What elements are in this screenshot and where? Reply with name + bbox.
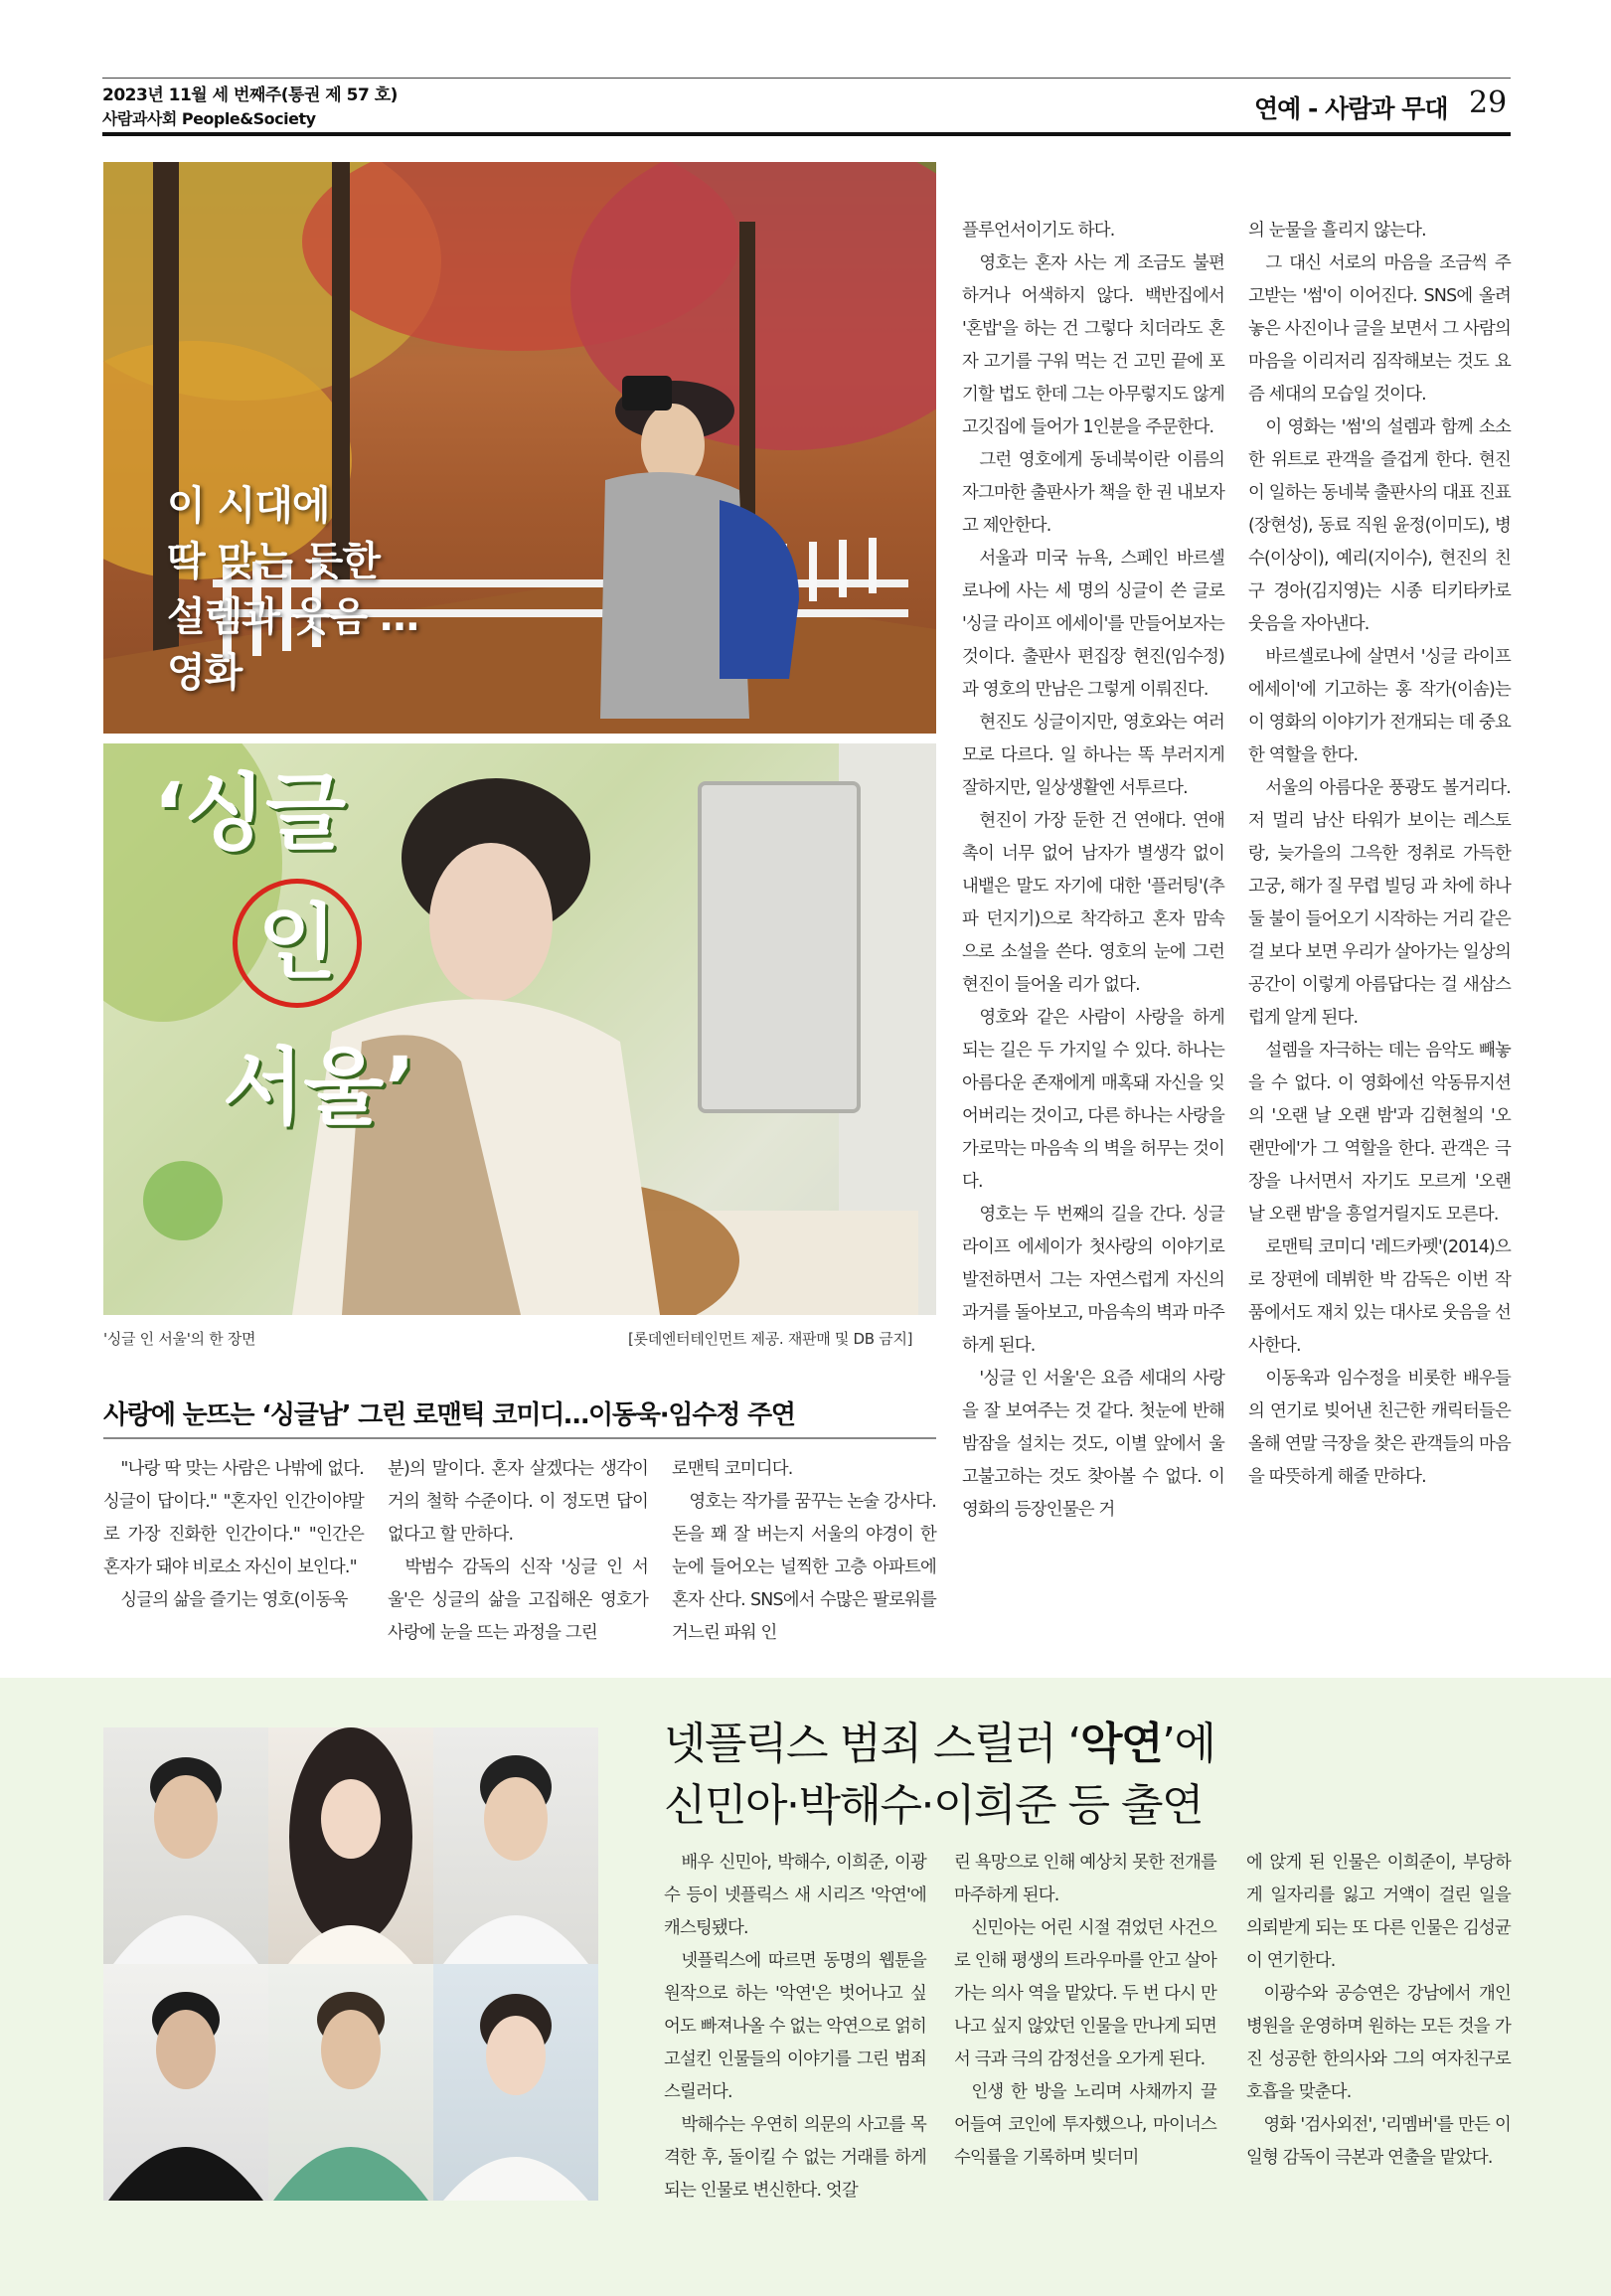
paragraph: 그런 영호에게 동네북이란 이름의 자그마한 출판사가 책을 한 권 내보자고 제안한다. [962,450,1224,536]
paragraph: 로맨틱 코미디다. [672,1459,793,1479]
paragraph: 현진이 가장 둔한 건 연애다. 연애 촉이 너무 없어 남자가 별생각 없이 내뱉은 말도 자기에 대한 '플러팅'(추파 던지기)으로 착각하고 혼자 맘속으로 소설을 쓴다. 영호의 눈에 그런 현진이 들어올 리가 없다. [962,811,1224,995]
paragraph: 서울과 미국 뉴욕, 스페인 바르셀로나에 사는 세 명의 싱글이 쓴 글로 '싱글 라이프 에세이'를 만들어보자는 것이다. 출판사 편집장 현진(임수정)과 영호의 만남은 그렇게 이뤄진다. [962,549,1224,700]
article2-headline [664,1714,1215,1837]
paragraph: 영호와 같은 사람이 사랑을 하게 되는 길은 두 가지일 수 있다. 하나는 아름다운 존재에게 매혹돼 자신을 잊어버리는 것이고, 다른 하나는 사랑을 가로막는 마음속 의 벽을 허무는 것이다. [962,1008,1224,1192]
cast-photo-grid [103,1727,598,2201]
photo-caption: '싱글 인 서울'의 한 장면 [103,1330,256,1348]
poster-title-circle [233,879,362,1008]
cast-photo [433,1964,598,2201]
section-label: 연예 - 사람과 무대 [1254,94,1448,123]
paragraph: 분)의 말이다. 혼자 살겠다는 생각이 거의 철학 수준이다. 이 정도면 답이 없다고 할 만하다. [388,1459,648,1545]
headline-suffix: ’에 [1162,1719,1215,1769]
paragraph: 영화 '검사외전', '리멤버'를 만든 이일형 감독이 극본과 연출을 맡았다. [1246,2115,1511,2168]
paragraph: 린 욕망으로 인해 예상치 못한 전개를 마주하게 된다. [954,1853,1216,1905]
paragraph: 에 앉게 된 인물은 이희준이, 부당하게 일자리를 잃고 거액이 걸린 일을 의뢰받게 되는 또 다른 인물은 김성균이 연기한다. [1246,1853,1511,1971]
paragraph: 박해수는 우연히 의문의 사고를 목격한 후, 돌이킬 수 없는 거래를 하게 되는 인물로 변신한다. 엇갈 [664,2115,926,2201]
paragraph: 이광수와 공승연은 강남에서 개인 병원을 운영하며 원하는 모든 것을 가진 성공한 한의사와 그의 여자친구로 호흡을 맞춘다. [1246,1984,1511,2102]
paragraph: 현진도 싱글이지만, 영호와는 여러모로 다르다. 일 하나는 똑 부러지게 잘하지만, 일상생활엔 서투르다. [962,713,1224,798]
paragraph: 영호는 두 번째의 길을 간다. 싱글 라이프 에세이가 첫사랑의 이야기로 발전하면서 그는 자연스럽게 자신의 과거를 돌아보고, 마음속의 벽과 마주하게 된다. [962,1205,1224,1356]
paragraph: 영호는 혼자 사는 게 조금도 불편하거나 어색하지 않다. 백반집에서 '혼밥'을 하는 건 그렇다 치더라도 혼자 고기를 구워 먹는 건 고민 끝에 포기할 법도 한데 그는 아무렇지도 않게 고깃집에 들어가 1인분을 주문한다. [962,253,1224,437]
paragraph: 이 영화는 '썸'의 설렘과 함께 소소한 위트로 관객을 즐겁게 한다. 현진이 일하는 동네북 출판사의 대표 진표(장현성), 동료 직원 윤정(이미도), 병수(이상이), 예리(지이수), 현진의 친구 경아(김지영)는 시종 티키타카로 웃음을 자아낸다. [1248,417,1511,634]
paragraph: 신민아는 어린 시절 겪었던 사건으로 인해 평생의 트라우마를 안고 살아가는 의사 역을 맡았다. 두 번 다시 만나고 싶지 않았던 인물을 만나게 되면서 극과 극의 감정선을 오가게 된다. [954,1918,1216,2069]
photo-autumn-photographer [103,162,936,734]
article1-col4 [962,215,1224,1527]
paragraph: 플루언서이기도 하다. [962,221,1115,241]
masthead-bottom-rule [102,132,1511,136]
paragraph: 로맨틱 코미디 '레드카펫'(2014)으로 장편에 데뷔한 박 감독은 이번 작품에서도 재치 있는 대사로 웃음을 선사한다. [1248,1237,1511,1356]
paragraph: 인생 한 방을 노리며 사채까지 끌어들여 코인에 투자했으나, 마이너스 수익률을 기록하며 빚더미 [954,2082,1216,2168]
page-number: 29 [1469,85,1508,120]
paragraph: 이동욱과 임수정을 비롯한 배우들의 연기로 빚어낸 친근한 캐릭터들은 올해 연말 극장을 찾은 관객들의 마음을 따뜻하게 해줄 만하다. [1248,1369,1511,1487]
photo-office-poster [103,743,936,1315]
article2-col2 [954,1847,1216,2175]
cast-photo [103,1964,268,2201]
article1-headline: 사랑에 눈뜨는 ‘싱글남’ 그린 로맨틱 코미디…이동욱·임수정 주연 [103,1400,795,1430]
cast-photo [433,1727,598,1964]
paragraph: 그 대신 서로의 마음을 조금씩 주고받는 '썸'이 이어진다. SNS에 올려놓은 사진이나 글을 보면서 그 사람의 마음을 이리저리 짐작해보는 것도 요즘 세대의 모습일 것이다. [1248,253,1511,405]
poster-title-line: 서울’ [223,1039,416,1136]
cast-photo [103,1727,268,1964]
issue-date-line: 2023년 11월 세 번째주(통권 제 57 호) [102,85,398,105]
paragraph: 서울의 아름다운 풍광도 볼거리다. 저 멀리 남산 타워가 보이는 레스토랑, 늦가을의 그윽한 정취로 가득한 고궁, 해가 질 무렵 빌딩 과 차에 하나둘 불이 들어오기 시작하는 거리 같은 걸 보다 보면 우리가 살아가는 일상의 공간이 이렇게 아름답다는 걸 새삼스럽게 알게 된다. [1248,778,1511,1028]
paragraph: 바르셀로나에 살면서 '싱글 라이프 에세이'에 기고하는 홍 작가(이솜)는 이 영화의 이야기가 전개되는 데 중요한 역할을 한다. [1248,647,1511,765]
headline-line [664,1714,1215,1775]
paragraph: 싱글의 삶을 즐기는 영호(이동욱 [120,1590,348,1610]
article1-col2 [388,1453,648,1650]
paragraph: '싱글 인 서울'은 요즘 세대의 사랑을 잘 보여주는 것 같다. 첫눈에 반해 밤잠을 설치는 것도, 이별 앞에서 울고불고하는 것도 찾아볼 수 없다. 이 영화의 등장인물은 거 [962,1369,1224,1520]
article2-col1 [664,1847,926,2208]
headline-bold-title: 악연 [1079,1719,1162,1769]
paragraph: 설렘을 자극하는 데는 음악도 빼놓을 수 없다. 이 영화에선 악동뮤지션의 '오랜 날 오랜 밤'과 김현철의 '오랜만에'가 그 역할을 한다. 관객은 극장을 나서면서 자기도 모르게 '오랜 날 오랜 밤'을 흥얼거릴지도 모른다. [1248,1041,1511,1225]
paragraph: 넷플릭스에 따르면 동명의 웹툰을 원작으로 하는 '악연'은 벗어나고 싶어도 빠져나올 수 없는 악연으로 얽히고설킨 인물들의 이야기를 그린 범죄 스릴러다. [664,1951,926,2102]
headline-line: 신민아·박해수·이희준 등 출연 [664,1780,1203,1831]
paragraph: 영호는 작가를 꿈꾸는 논술 강사다. 돈을 꽤 잘 버는지 서울의 야경이 한눈에 들어오는 널찍한 고층 아파트에 혼자 산다. SNS에서 수많은 팔로워를 거느린 파워 인 [672,1492,936,1643]
headline-prefix: 넷플릭스 범죄 스릴러 ‘ [664,1719,1080,1769]
article1-col3 [672,1453,936,1650]
paragraph: "나랑 딱 맞는 사람은 나밖에 없다. 싱글이 답이다." "혼자인 인간이야말로 가장 진화한 인간이다." "인간은 혼자가 돼야 비로소 자신이 보인다." [103,1459,364,1577]
overlay-line: 이 시대에 [167,483,330,529]
poster-title [153,763,415,1137]
photo-credit: [롯데엔터테인먼트 제공. 재판매 및 DB 금지] [628,1330,913,1348]
cast-photo [268,1727,433,1964]
article1-col5 [1248,215,1511,1494]
article1-col1 [103,1453,364,1617]
overlay-line: 딱 맞는 듯한 [167,539,381,584]
paragraph: 박범수 감독의 신작 '싱글 인 서울'은 싱글의 삶을 고집해온 영호가 사랑에 눈을 뜨는 과정을 그린 [388,1558,648,1643]
headline-underline [103,1437,936,1439]
cast-photo [268,1964,433,2201]
overlay-line: 영화 [167,650,242,696]
poster-title-line: ‘싱글 [153,764,347,862]
paragraph: 의 눈물을 흘리지 않는다. [1248,221,1426,241]
overlay-line: 설렘과 웃음 … [167,594,419,640]
photo-overlay-caption [167,478,418,701]
paper-name: 사람과사회 People&Society [102,109,316,128]
masthead-top-rule [102,78,1511,79]
article2-col3 [1246,1847,1511,2175]
paragraph: 배우 신민아, 박해수, 이희준, 이광수 등이 넷플릭스 새 시리즈 '악연'에 캐스팅됐다. [664,1853,926,1938]
poster-title-line: 인 [257,896,337,990]
